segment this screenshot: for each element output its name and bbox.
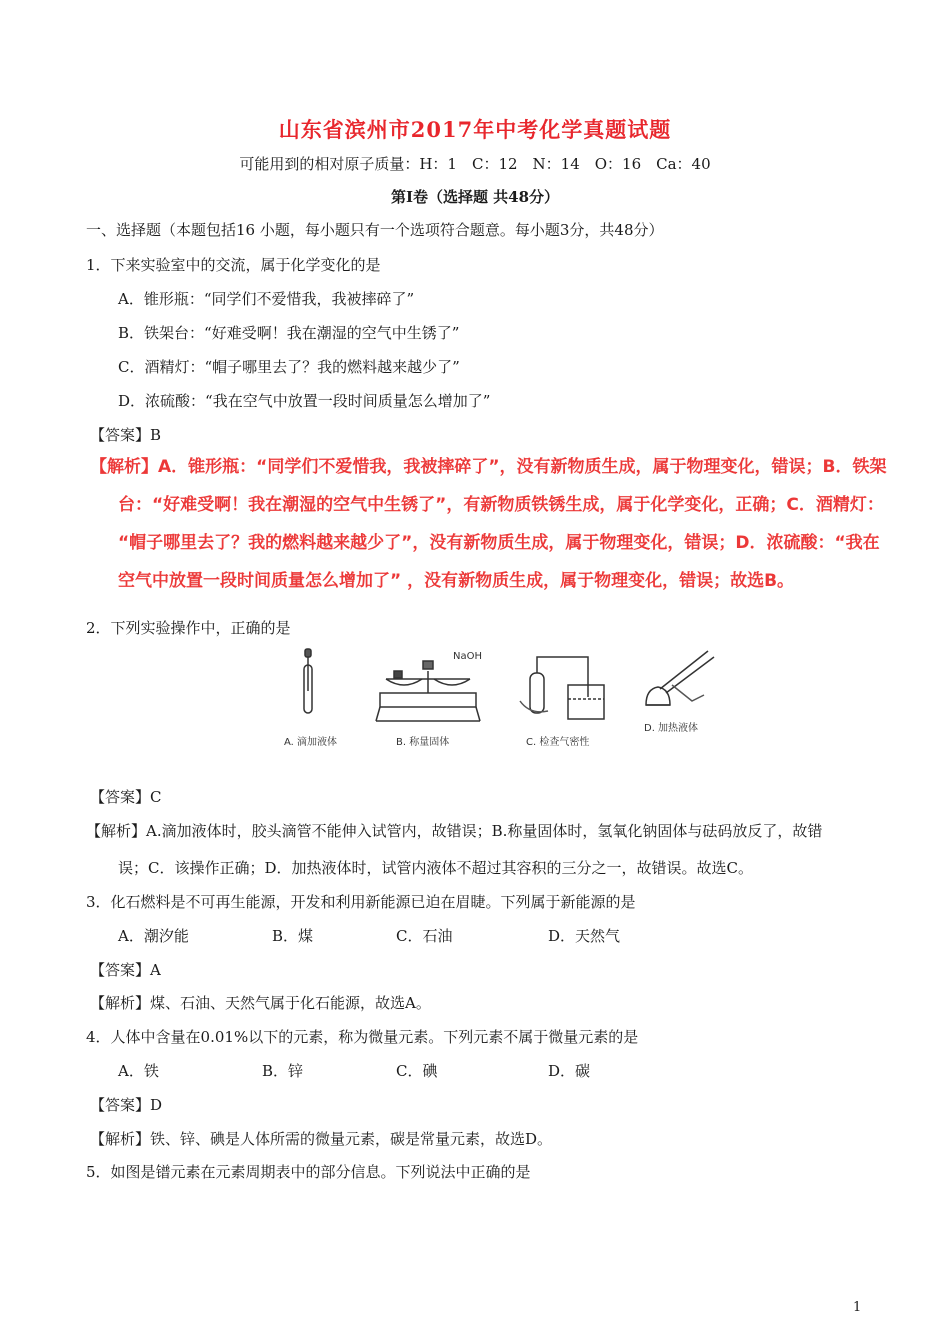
q2-analysis-line: 误；C．该操作正确；D．加热液体时，试管内液体不超过其容积的三分之一，故错误。故选C。 <box>118 859 753 877</box>
q4-option-b: B．锌 <box>262 1062 304 1080</box>
q2-stem: 2．下列实验操作中，正确的是 <box>86 619 291 637</box>
fig-label-c: C. 检查气密性 <box>526 737 590 748</box>
fig-label-a: A. 滴加液体 <box>284 737 338 748</box>
part-title: 第Ⅰ卷（选择题 共48分） <box>390 188 560 206</box>
lab-operations-figure <box>268 645 718 755</box>
q3-option-a: A．潮汐能 <box>118 927 189 945</box>
q1-option-d: D．浓硫酸：“我在空气中放置一段时间质量怎么增加了” <box>118 392 491 410</box>
fig-label-b: B. 称量固体 <box>396 737 450 748</box>
q4-answer: 【答案】D <box>90 1096 163 1114</box>
q3-option-b: B．煤 <box>272 927 314 945</box>
q3-option-d: D．天然气 <box>548 927 621 945</box>
q1-option-b: B．铁架台：“好难受啊！我在潮湿的空气中生锈了” <box>118 324 460 342</box>
section-intro: 一、选择题（本题包括16 小题，每小题只有一个选项符合题意。每小题3分，共48分） <box>86 221 664 239</box>
doc-title: 山东省滨州市2017年中考化学真题试题 <box>278 117 672 142</box>
q4-option-d: D．碳 <box>548 1062 591 1080</box>
q3-analysis: 【解析】煤、石油、天然气属于化石能源，故选A。 <box>90 994 431 1012</box>
fig-c-checking-airtightness <box>520 657 604 719</box>
q1-analysis-line: 台：“好难受啊！我在潮湿的空气中生锈了”，有新物质铁锈生成，属于化学变化，正确；C．酒精灯： <box>118 495 884 515</box>
q3-stem: 3．化石燃料是不可再生能源，开发和利用新能源已迫在眉睫。下列属于新能源的是 <box>86 893 636 911</box>
q5-stem: 5．如图是镨元素在元素周期表中的部分信息。下列说法中正确的是 <box>86 1163 531 1181</box>
q1-analysis-line: 【解析】A．锥形瓶：“同学们不爱惜我，我被摔碎了”，没有新物质生成，属于物理变化，错误；B．铁架 <box>90 457 887 477</box>
q2-analysis-line: 【解析】A.滴加液体时，胶头滴管不能伸入试管内，故错误；B.称量固体时，氢氧化钠固体与砝码放反了，故错 <box>86 822 823 840</box>
fig-a-dropping-liquid <box>304 649 312 713</box>
q1-answer: 【答案】B <box>90 426 162 444</box>
q1-stem: 1．下来实验室中的交流，属于化学变化的是 <box>86 256 381 274</box>
fig-naoh-label: NaOH <box>453 651 482 662</box>
q2-answer: 【答案】C <box>90 788 162 806</box>
fig-b-weighing-solid <box>376 661 480 721</box>
page-number: 1 <box>853 1300 862 1315</box>
fig-label-d: D. 加热液体 <box>644 723 699 734</box>
q1-analysis-line: “帽子哪里去了？我的燃料越来越少了”，没有新物质生成，属于物理变化，错误；D．浓硫酸：“我在 <box>118 533 880 553</box>
q4-option-a: A．铁 <box>118 1062 159 1080</box>
fig-d-heating-liquid <box>646 651 714 705</box>
q1-analysis-line: 空气中放置一段时间质量怎么增加了” ，没有新物质生成，属于物理变化，错误；故选B。 <box>118 571 795 591</box>
q3-option-c: C．石油 <box>396 927 453 945</box>
q4-analysis: 【解析】铁、锌、碘是人体所需的微量元素，碳是常量元素，故选D。 <box>90 1130 553 1148</box>
q1-option-c: C．酒精灯：“帽子哪里去了？我的燃料越来越少了” <box>118 358 460 376</box>
atomic-mass-line: 可能用到的相对原子质量：H：1 C：12 N：14 O：16 Ca：40 <box>239 155 711 173</box>
q3-answer: 【答案】A <box>90 961 161 979</box>
q4-option-c: C．碘 <box>396 1062 438 1080</box>
q4-stem: 4．人体中含量在0.01%以下的元素，称为微量元素。下列元素不属于微量元素的是 <box>86 1028 639 1046</box>
q1-option-a: A．锥形瓶：“同学们不爱惜我，我被摔碎了” <box>118 290 415 308</box>
